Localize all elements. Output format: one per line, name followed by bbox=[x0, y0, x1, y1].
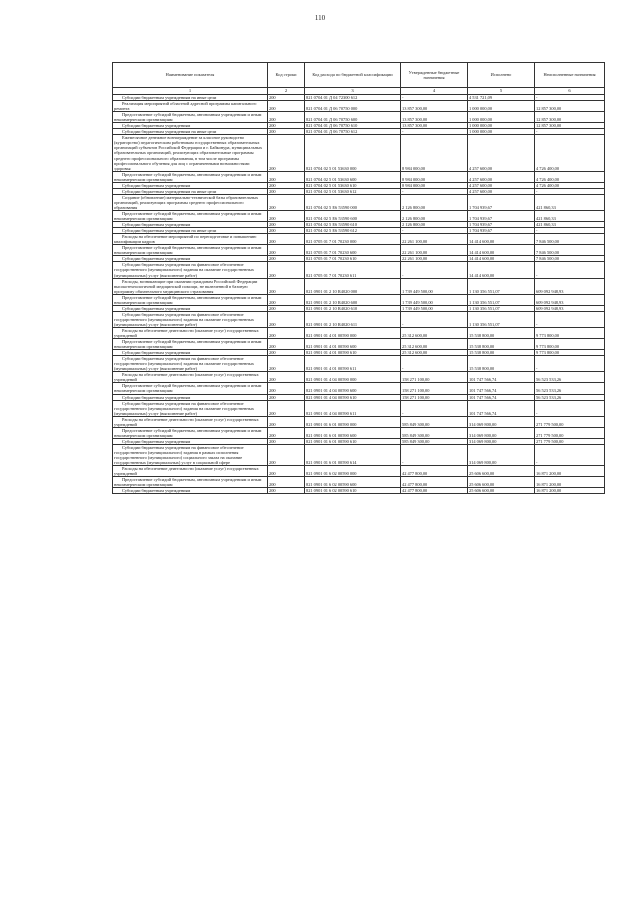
cell-approved: - bbox=[401, 356, 468, 372]
cell-line-code: 200 bbox=[268, 438, 305, 444]
cell-budget-code: 821 0901 01 4 01 00590 610 bbox=[305, 350, 401, 356]
cell-approved: 2 126 800,00 bbox=[401, 210, 468, 221]
cell-unexecuted: 9 773 800,00 bbox=[535, 350, 605, 356]
cell-unexecuted: - bbox=[535, 356, 605, 372]
cell-name: Субсидии бюджетным учреждениям bbox=[113, 438, 268, 444]
table-row bbox=[113, 466, 605, 477]
cell-executed: 314 069 800,00 bbox=[468, 438, 535, 444]
cell-approved: - bbox=[401, 95, 468, 101]
cell-executed: 15 538 800,00 bbox=[468, 327, 535, 338]
cell-approved: 158 271 100,00 bbox=[401, 383, 468, 394]
column-header-budget-code: Код расхода по бюджетной классификации bbox=[305, 63, 401, 88]
cell-budget-code: 821 0704 02 5 Е6 53590 612 bbox=[305, 228, 401, 234]
cell-budget-code: 821 0705 01 7 01 70230 611 bbox=[305, 262, 401, 278]
cell-name: Субсидии бюджетным учреждениям на финансовое обеспечение государственного (муниципального) задания в рамках исполнения государственного (муниципального) социального заказа на оказание государственных (муниципальных) услуг в социальной сфере bbox=[113, 444, 268, 465]
cell-approved: - bbox=[401, 188, 468, 194]
cell-name: Субсидии бюджетным учреждениям bbox=[113, 222, 268, 228]
cell-unexecuted: 421 860,33 bbox=[535, 210, 605, 221]
cell-unexecuted: 609 092 948,93 bbox=[535, 294, 605, 305]
cell-name: Субсидии бюджетным учреждениям bbox=[113, 394, 268, 400]
cell-approved: 22 261 100,00 bbox=[401, 256, 468, 262]
cell-line-code: 200 bbox=[268, 444, 305, 465]
cell-unexecuted: - bbox=[535, 311, 605, 327]
cell-budget-code: 821 0901 01 2 10 R4020 600 bbox=[305, 294, 401, 305]
cell-line-code: 200 bbox=[268, 278, 305, 294]
cell-line-code: 200 bbox=[268, 262, 305, 278]
cell-executed: 15 538 800,00 bbox=[468, 356, 535, 372]
cell-line-code: 200 bbox=[268, 466, 305, 477]
cell-unexecuted: 421 860,33 bbox=[535, 222, 605, 228]
cell-unexecuted: 56 523 533,26 bbox=[535, 372, 605, 383]
cell-executed: 1 704 939,67 bbox=[468, 222, 535, 228]
cell-approved: 13 857 300,00 bbox=[401, 112, 468, 123]
cell-unexecuted: 12 857 300,00 bbox=[535, 123, 605, 129]
cell-budget-code: 821 0704 02 5 Е6 53590 610 bbox=[305, 222, 401, 228]
cell-line-code: 200 bbox=[268, 228, 305, 234]
cell-approved: 1 739 449 500,00 bbox=[401, 305, 468, 311]
cell-executed: 25 606 600,00 bbox=[468, 488, 535, 494]
cell-executed: 1 000 000,00 bbox=[468, 123, 535, 129]
cell-name: Субсидии бюджетным учреждениям bbox=[113, 182, 268, 188]
column-header-unexecuted: Неисполненные назначения bbox=[535, 63, 605, 88]
cell-unexecuted: 7 846 500,00 bbox=[535, 234, 605, 245]
cell-budget-code: 821 0704 01 Д 06 70750 612 bbox=[305, 129, 401, 135]
cell-executed: 25 606 600,00 bbox=[468, 466, 535, 477]
column-index: 1 bbox=[113, 88, 268, 95]
cell-unexecuted: 7 846 500,00 bbox=[535, 245, 605, 256]
table-index-row bbox=[113, 88, 605, 95]
cell-unexecuted: 9 773 800,00 bbox=[535, 339, 605, 350]
column-index: 2 bbox=[268, 88, 305, 95]
table-row bbox=[113, 427, 605, 438]
table-row bbox=[113, 234, 605, 245]
cell-name: Предоставление субсидий бюджетным, автономным учреждениям и иным некоммерческим организациям bbox=[113, 383, 268, 394]
column-index: 3 bbox=[305, 88, 401, 95]
cell-approved: 1 739 449 500,00 bbox=[401, 294, 468, 305]
cell-line-code: 200 bbox=[268, 129, 305, 135]
cell-executed: 15 538 800,00 bbox=[468, 350, 535, 356]
table-header-row bbox=[113, 63, 605, 88]
cell-executed: 1 130 356 551,07 bbox=[468, 305, 535, 311]
cell-line-code: 200 bbox=[268, 210, 305, 221]
cell-approved: 158 271 100,00 bbox=[401, 394, 468, 400]
table-row bbox=[113, 262, 605, 278]
cell-budget-code: 821 0901 01 6 01 00590 614 bbox=[305, 444, 401, 465]
table-row bbox=[113, 278, 605, 294]
cell-name: Субсидии бюджетным учреждениям bbox=[113, 305, 268, 311]
cell-unexecuted: 271 779 500,00 bbox=[535, 427, 605, 438]
cell-unexecuted: - bbox=[535, 95, 605, 101]
cell-line-code: 200 bbox=[268, 188, 305, 194]
cell-budget-code: 821 0704 01 Д 04 72300 612 bbox=[305, 95, 401, 101]
cell-budget-code: 821 0704 02 5 01 53630 612 bbox=[305, 188, 401, 194]
cell-line-code: 200 bbox=[268, 311, 305, 327]
cell-line-code: 200 bbox=[268, 394, 305, 400]
table-row bbox=[113, 488, 605, 494]
cell-unexecuted: - bbox=[535, 129, 605, 135]
cell-budget-code: 821 0704 02 5 01 53630 610 bbox=[305, 182, 401, 188]
table-row bbox=[113, 171, 605, 182]
cell-budget-code: 821 0901 01 6 02 00590 600 bbox=[305, 477, 401, 488]
cell-name: Субсидии бюджетным учреждениям на иные цели bbox=[113, 228, 268, 234]
cell-budget-code: 821 0901 01 4 01 00590 611 bbox=[305, 356, 401, 372]
cell-line-code: 200 bbox=[268, 427, 305, 438]
cell-unexecuted: 12 857 300,00 bbox=[535, 101, 605, 112]
table-row bbox=[113, 400, 605, 416]
cell-name: Субсидии бюджетным учреждениям bbox=[113, 488, 268, 494]
cell-line-code: 200 bbox=[268, 245, 305, 256]
cell-budget-code: 821 0901 01 6 02 00590 000 bbox=[305, 466, 401, 477]
cell-executed: 15 538 800,00 bbox=[468, 339, 535, 350]
cell-line-code: 200 bbox=[268, 356, 305, 372]
table-row bbox=[113, 339, 605, 350]
table-row bbox=[113, 444, 605, 465]
cell-name: Реализация мероприятий областной адресной программы капитального ремонта bbox=[113, 101, 268, 112]
table-row bbox=[113, 194, 605, 210]
cell-unexecuted: 4 726 400,00 bbox=[535, 135, 605, 171]
cell-approved: 1 739 449 500,00 bbox=[401, 278, 468, 294]
cell-unexecuted: - bbox=[535, 262, 605, 278]
cell-budget-code: 821 0901 01 4 01 00590 000 bbox=[305, 327, 401, 338]
cell-approved: 585 849 300,00 bbox=[401, 416, 468, 427]
cell-budget-code: 821 0704 02 5 01 53630 600 bbox=[305, 171, 401, 182]
cell-executed: 25 606 600,00 bbox=[468, 477, 535, 488]
cell-executed: 1 704 939,67 bbox=[468, 194, 535, 210]
cell-executed: 14 414 600,00 bbox=[468, 262, 535, 278]
budget-execution-table bbox=[112, 62, 605, 494]
cell-line-code: 200 bbox=[268, 294, 305, 305]
cell-approved: 8 984 000,00 bbox=[401, 135, 468, 171]
cell-executed: 1 000 000,00 bbox=[468, 112, 535, 123]
cell-unexecuted: 609 092 948,93 bbox=[535, 278, 605, 294]
cell-line-code: 200 bbox=[268, 222, 305, 228]
cell-executed: 4 257 600,00 bbox=[468, 171, 535, 182]
cell-name: Субсидии бюджетным учреждениям на финансовое обеспечение государственного (муниципального) задания на оказание государственных (муниципальных) услуг (выполнение работ) bbox=[113, 400, 268, 416]
column-index: 5 bbox=[468, 88, 535, 95]
cell-budget-code: 821 0704 01 Д 06 70750 600 bbox=[305, 112, 401, 123]
cell-budget-code: 821 0901 01 4 04 00590 611 bbox=[305, 400, 401, 416]
table-row bbox=[113, 311, 605, 327]
cell-unexecuted: 4 726 400,00 bbox=[535, 171, 605, 182]
cell-line-code: 200 bbox=[268, 135, 305, 171]
table-row bbox=[113, 383, 605, 394]
table-row bbox=[113, 294, 605, 305]
table-row bbox=[113, 327, 605, 338]
cell-approved: - bbox=[401, 311, 468, 327]
cell-budget-code: 821 0704 02 5 Е6 53590 000 bbox=[305, 194, 401, 210]
column-header-approved: Утвержденные бюджетные назначения bbox=[401, 63, 468, 88]
cell-unexecuted: 16 871 200,00 bbox=[535, 466, 605, 477]
cell-name: Субсидии бюджетным учреждениям на финансовое обеспечение государственного (муниципального) задания на оказание государственных (муниципальных) услуг (выполнение работ) bbox=[113, 262, 268, 278]
cell-unexecuted: 271 779 500,00 bbox=[535, 416, 605, 427]
cell-unexecuted: 609 092 948,93 bbox=[535, 305, 605, 311]
cell-name: Расходы на обеспечение деятельности (оказание услуг) государственных учреждений bbox=[113, 327, 268, 338]
cell-approved: - bbox=[401, 444, 468, 465]
cell-approved: 2 126 800,00 bbox=[401, 194, 468, 210]
cell-line-code: 200 bbox=[268, 416, 305, 427]
table-row bbox=[113, 356, 605, 372]
cell-unexecuted: 56 523 533,26 bbox=[535, 383, 605, 394]
cell-name: Предоставление субсидий бюджетным, автономным учреждениям и иным некоммерческим организациям bbox=[113, 245, 268, 256]
cell-approved: 42 477 800,00 bbox=[401, 466, 468, 477]
table-row bbox=[113, 245, 605, 256]
cell-executed: 1 704 939,67 bbox=[468, 210, 535, 221]
cell-line-code: 200 bbox=[268, 256, 305, 262]
cell-budget-code: 821 0704 02 5 Е6 53590 600 bbox=[305, 210, 401, 221]
cell-unexecuted: 9 773 800,00 bbox=[535, 327, 605, 338]
cell-line-code: 200 bbox=[268, 171, 305, 182]
cell-approved: 13 857 300,00 bbox=[401, 123, 468, 129]
cell-line-code: 200 bbox=[268, 305, 305, 311]
cell-name: Предоставление субсидий бюджетным, автономным учреждениям и иным некоммерческим организациям bbox=[113, 339, 268, 350]
cell-executed: 314 069 800,00 bbox=[468, 444, 535, 465]
cell-line-code: 200 bbox=[268, 400, 305, 416]
cell-executed: 14 414 600,00 bbox=[468, 256, 535, 262]
cell-name: Предоставление субсидий бюджетным, автономным учреждениям и иным некоммерческим организациям bbox=[113, 210, 268, 221]
cell-name: Расходы на обеспечение деятельности (оказание услуг) государственных учреждений bbox=[113, 372, 268, 383]
cell-approved: 585 849 300,00 bbox=[401, 438, 468, 444]
cell-line-code: 200 bbox=[268, 372, 305, 383]
cell-approved: 22 261 100,00 bbox=[401, 234, 468, 245]
cell-unexecuted: 421 860,33 bbox=[535, 194, 605, 210]
cell-budget-code: 821 0705 01 7 01 70230 000 bbox=[305, 234, 401, 245]
cell-unexecuted: 12 857 300,00 bbox=[535, 112, 605, 123]
cell-name: Субсидии бюджетным учреждениям на финансовое обеспечение государственного (муниципального) задания на оказание государственных (муниципальных) услуг (выполнение работ) bbox=[113, 311, 268, 327]
cell-budget-code: 821 0901 01 4 04 00590 610 bbox=[305, 394, 401, 400]
cell-name: Создание (обновление) материально-технической базы образовательных организаций, реализующих программы среднего профессионального образования bbox=[113, 194, 268, 210]
cell-approved: 22 261 100,00 bbox=[401, 245, 468, 256]
cell-unexecuted: - bbox=[535, 228, 605, 234]
cell-approved: - bbox=[401, 228, 468, 234]
cell-unexecuted: 4 726 400,00 bbox=[535, 182, 605, 188]
cell-approved: 158 271 100,00 bbox=[401, 372, 468, 383]
cell-budget-code: 821 0705 01 7 01 70230 600 bbox=[305, 245, 401, 256]
cell-unexecuted: - bbox=[535, 400, 605, 416]
cell-approved: 25 312 600,00 bbox=[401, 350, 468, 356]
cell-unexecuted: 271 779 500,00 bbox=[535, 438, 605, 444]
column-header-line-code: Код строки bbox=[268, 63, 305, 88]
cell-approved: 2 126 800,00 bbox=[401, 222, 468, 228]
cell-budget-code: 821 0901 01 6 01 00590 610 bbox=[305, 438, 401, 444]
cell-name: Субсидии бюджетным учреждениям bbox=[113, 256, 268, 262]
cell-name: Расходы, возникающие при оказании гражданам Российской Федерации высокотехнологичной медицинской помощи, не включенной в базовую программу обязательного медицинского страхования bbox=[113, 278, 268, 294]
cell-unexecuted: - bbox=[535, 188, 605, 194]
cell-executed: 314 069 800,00 bbox=[468, 427, 535, 438]
cell-executed: 14 414 600,00 bbox=[468, 245, 535, 256]
cell-name: Предоставление субсидий бюджетным, автономным учреждениям и иным некоммерческим организациям bbox=[113, 294, 268, 305]
cell-unexecuted: 16 871 200,00 bbox=[535, 477, 605, 488]
cell-executed: 4 257 600,00 bbox=[468, 182, 535, 188]
table-row bbox=[113, 372, 605, 383]
table-body bbox=[113, 95, 605, 494]
cell-executed: 1 130 356 551,07 bbox=[468, 294, 535, 305]
cell-budget-code: 821 0704 01 Д 06 70750 610 bbox=[305, 123, 401, 129]
cell-executed: 101 747 566,74 bbox=[468, 394, 535, 400]
cell-name: Расходы на обеспечение деятельности (оказание услуг) государственных учреждений bbox=[113, 416, 268, 427]
cell-executed: 1 130 356 551,07 bbox=[468, 311, 535, 327]
cell-executed: 101 747 566,74 bbox=[468, 372, 535, 383]
cell-budget-code: 821 0901 01 4 04 00590 600 bbox=[305, 383, 401, 394]
cell-name: Предоставление субсидий бюджетным, автономным учреждениям и иным некоммерческим организациям bbox=[113, 427, 268, 438]
table-row bbox=[113, 416, 605, 427]
cell-name: Расходы на обеспечение мероприятий по переподготовке и повышению квалификации кадров bbox=[113, 234, 268, 245]
cell-approved: - bbox=[401, 129, 468, 135]
cell-line-code: 200 bbox=[268, 234, 305, 245]
cell-line-code: 200 bbox=[268, 350, 305, 356]
cell-executed: 4 257 600,00 bbox=[468, 188, 535, 194]
cell-executed: 1 704 939,67 bbox=[468, 228, 535, 234]
cell-line-code: 200 bbox=[268, 182, 305, 188]
cell-line-code: 200 bbox=[268, 101, 305, 112]
cell-budget-code: 821 0704 01 Д 06 70750 000 bbox=[305, 101, 401, 112]
cell-approved: 42 477 800,00 bbox=[401, 488, 468, 494]
cell-approved: - bbox=[401, 400, 468, 416]
cell-approved: 42 477 800,00 bbox=[401, 477, 468, 488]
cell-approved: 25 312 600,00 bbox=[401, 339, 468, 350]
cell-line-code: 200 bbox=[268, 95, 305, 101]
column-header-executed: Исполнено bbox=[468, 63, 535, 88]
cell-executed: 1 000 000,00 bbox=[468, 129, 535, 135]
cell-executed: 101 747 566,74 bbox=[468, 383, 535, 394]
cell-name: Ежемесячное денежное вознаграждение за классное руководство (кураторство) педагогическим работникам государственных образовательных организаций субъектов Российской Федерации и г. Байконура, муниципальных образовательных организаций, реализующих образовательные программы среднего профессионального образования, в том числе программы профессионального обучения для лиц с ограниченными возможностями здоровья bbox=[113, 135, 268, 171]
cell-budget-code: 821 0901 01 2 10 R4020 610 bbox=[305, 305, 401, 311]
cell-approved: - bbox=[401, 262, 468, 278]
table-row bbox=[113, 112, 605, 123]
cell-line-code: 200 bbox=[268, 123, 305, 129]
cell-line-code: 200 bbox=[268, 383, 305, 394]
column-index: 4 bbox=[401, 88, 468, 95]
column-index: 6 bbox=[535, 88, 605, 95]
cell-budget-code: 821 0901 01 6 02 00590 610 bbox=[305, 488, 401, 494]
table-row bbox=[113, 477, 605, 488]
cell-name: Предоставление субсидий бюджетным, автономным учреждениям и иным некоммерческим организациям bbox=[113, 171, 268, 182]
cell-budget-code: 821 0901 01 4 04 00590 000 bbox=[305, 372, 401, 383]
cell-name: Субсидии бюджетным учреждениям на иные цели bbox=[113, 129, 268, 135]
cell-budget-code: 821 0704 02 5 01 53630 000 bbox=[305, 135, 401, 171]
cell-budget-code: 821 0901 01 4 01 00590 600 bbox=[305, 339, 401, 350]
cell-unexecuted: 16 871 200,00 bbox=[535, 488, 605, 494]
table-row bbox=[113, 135, 605, 171]
cell-name: Расходы на обеспечение деятельности (оказание услуг) государственных учреждений bbox=[113, 466, 268, 477]
cell-approved: 8 984 000,00 bbox=[401, 182, 468, 188]
cell-executed: 314 069 800,00 bbox=[468, 416, 535, 427]
cell-approved: 25 312 600,00 bbox=[401, 327, 468, 338]
cell-line-code: 200 bbox=[268, 194, 305, 210]
table-row bbox=[113, 210, 605, 221]
cell-name: Предоставление субсидий бюджетным, автономным учреждениям и иным некоммерческим организациям bbox=[113, 477, 268, 488]
cell-executed: 101 747 566,74 bbox=[468, 400, 535, 416]
cell-executed: 1 000 000,00 bbox=[468, 101, 535, 112]
cell-name: Субсидии бюджетным учреждениям bbox=[113, 350, 268, 356]
page-number: 110 bbox=[314, 14, 326, 22]
cell-name: Предоставление субсидий бюджетным, автономным учреждениям и иным некоммерческим организациям bbox=[113, 112, 268, 123]
cell-line-code: 200 bbox=[268, 477, 305, 488]
cell-name: Субсидии бюджетным учреждениям на финансовое обеспечение государственного (муниципального) задания на оказание государственных (муниципальных) услуг (выполнение работ) bbox=[113, 356, 268, 372]
cell-approved: 585 849 300,00 bbox=[401, 427, 468, 438]
cell-budget-code: 821 0901 01 6 01 00590 600 bbox=[305, 427, 401, 438]
cell-budget-code: 821 0901 01 2 10 R4020 611 bbox=[305, 311, 401, 327]
table-row bbox=[113, 101, 605, 112]
cell-name: Субсидии бюджетным учреждениям на иные цели bbox=[113, 188, 268, 194]
cell-executed: 14 414 600,00 bbox=[468, 234, 535, 245]
column-header-name: Наименование показателя bbox=[113, 63, 268, 88]
cell-name: Субсидии бюджетным учреждениям bbox=[113, 123, 268, 129]
cell-unexecuted: - bbox=[535, 444, 605, 465]
cell-unexecuted: 56 523 533,26 bbox=[535, 394, 605, 400]
cell-line-code: 200 bbox=[268, 488, 305, 494]
cell-executed: 4 531 721,09 bbox=[468, 95, 535, 101]
cell-unexecuted: 7 846 500,00 bbox=[535, 256, 605, 262]
cell-budget-code: 821 0901 01 6 01 00590 000 bbox=[305, 416, 401, 427]
cell-executed: 1 130 356 551,07 bbox=[468, 278, 535, 294]
cell-line-code: 200 bbox=[268, 339, 305, 350]
cell-approved: 13 857 300,00 bbox=[401, 101, 468, 112]
cell-executed: 4 257 600,00 bbox=[468, 135, 535, 171]
cell-name: Субсидии бюджетным учреждениям на иные цели bbox=[113, 95, 268, 101]
cell-budget-code: 821 0901 01 2 10 R4020 000 bbox=[305, 278, 401, 294]
cell-approved: 8 984 000,00 bbox=[401, 171, 468, 182]
cell-line-code: 200 bbox=[268, 327, 305, 338]
cell-line-code: 200 bbox=[268, 112, 305, 123]
cell-budget-code: 821 0705 01 7 01 70230 610 bbox=[305, 256, 401, 262]
